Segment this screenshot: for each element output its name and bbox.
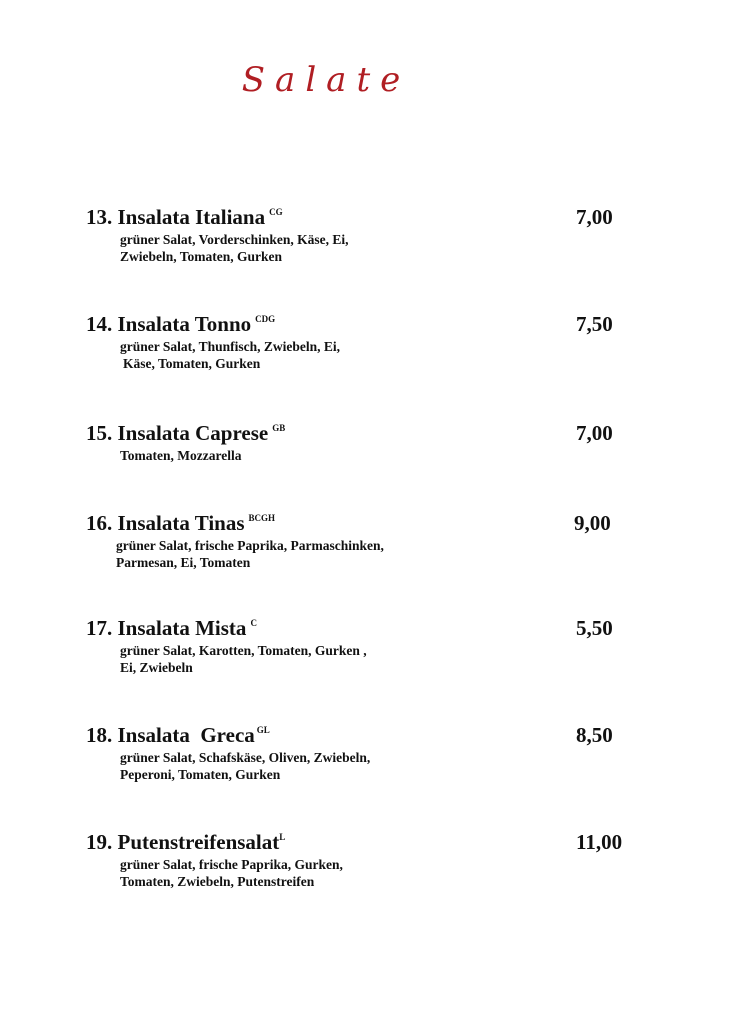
menu-item-header bbox=[86, 510, 646, 536]
menu-item-header bbox=[86, 615, 646, 641]
menu-item-price: 5,50 bbox=[576, 616, 613, 640]
description-line: Käse, Tomaten, Gurken bbox=[123, 356, 261, 371]
allergen-code: BCGH bbox=[248, 513, 276, 523]
description-line: Tomaten, Zwiebeln, Putenstreifen bbox=[120, 874, 315, 889]
allergen-code: C bbox=[250, 618, 257, 628]
menu-item-header bbox=[86, 311, 646, 337]
menu-item bbox=[86, 510, 646, 571]
menu-item bbox=[86, 420, 646, 464]
description-line: grüner Salat, Schafskäse, Oliven, Zwiebeln, bbox=[120, 750, 371, 765]
description-line: grüner Salat, frische Paprika, Parmaschinken, bbox=[116, 538, 384, 553]
description-line: Zwiebeln, Tomaten, Gurken bbox=[120, 249, 283, 264]
allergen-code: GB bbox=[272, 423, 286, 433]
menu-item bbox=[86, 311, 646, 372]
menu-item-header bbox=[86, 420, 646, 446]
menu-item-name: 15. Insalata Caprese bbox=[86, 421, 269, 445]
menu-item-name: 19. Putenstreifensalat bbox=[86, 830, 280, 854]
menu-item-name: 14. Insalata Tonno bbox=[86, 312, 252, 336]
menu-item bbox=[86, 204, 646, 265]
menu-item-price: 11,00 bbox=[576, 830, 623, 854]
allergen-code: CDG bbox=[255, 314, 276, 324]
menu-item-header bbox=[86, 829, 646, 855]
menu-item-price: 9,00 bbox=[574, 511, 611, 535]
menu-item-header bbox=[86, 204, 646, 230]
allergen-code: GL bbox=[256, 725, 270, 735]
description-line: Ei, Zwiebeln bbox=[120, 660, 193, 675]
description-line: grüner Salat, frische Paprika, Gurken, bbox=[120, 857, 343, 872]
description-line: grüner Salat, Karotten, Tomaten, Gurken , bbox=[120, 643, 367, 658]
menu-item-description bbox=[120, 749, 646, 783]
description-line: grüner Salat, Thunfisch, Zwiebeln, Ei, bbox=[120, 339, 341, 354]
menu-item-header bbox=[86, 722, 646, 748]
menu-item-price: 8,50 bbox=[576, 723, 613, 747]
menu-item-description bbox=[120, 642, 646, 676]
description-line: grüner Salat, Vorderschinken, Käse, Ei, bbox=[120, 232, 349, 247]
menu-item-name: 18. Insalata Greca bbox=[86, 723, 255, 747]
menu-item-description bbox=[116, 537, 646, 571]
menu-item bbox=[86, 722, 646, 783]
menu-item-name: 16. Insalata Tinas bbox=[86, 511, 245, 535]
menu-item bbox=[86, 615, 646, 676]
menu-item-name: 13. Insalata Italiana bbox=[86, 205, 266, 229]
menu-item-price: 7,00 bbox=[576, 421, 613, 445]
menu-item-description bbox=[120, 338, 646, 372]
menu-item-price: 7,00 bbox=[576, 205, 613, 229]
menu-item-price: 7,50 bbox=[576, 312, 613, 336]
allergen-code: CG bbox=[269, 207, 283, 217]
description-line: Parmesan, Ei, Tomaten bbox=[116, 555, 251, 570]
menu-item-description bbox=[120, 856, 646, 890]
menu-item-description bbox=[120, 447, 646, 464]
menu-item-description bbox=[120, 231, 646, 265]
menu-item-name: 17. Insalata Mista bbox=[86, 616, 247, 640]
description-line: Peperoni, Tomaten, Gurken bbox=[120, 767, 281, 782]
description-line: Tomaten, Mozzarella bbox=[120, 448, 242, 463]
page-title: Salate bbox=[241, 60, 411, 100]
allergen-code: L bbox=[279, 832, 286, 842]
menu-item bbox=[86, 829, 646, 890]
